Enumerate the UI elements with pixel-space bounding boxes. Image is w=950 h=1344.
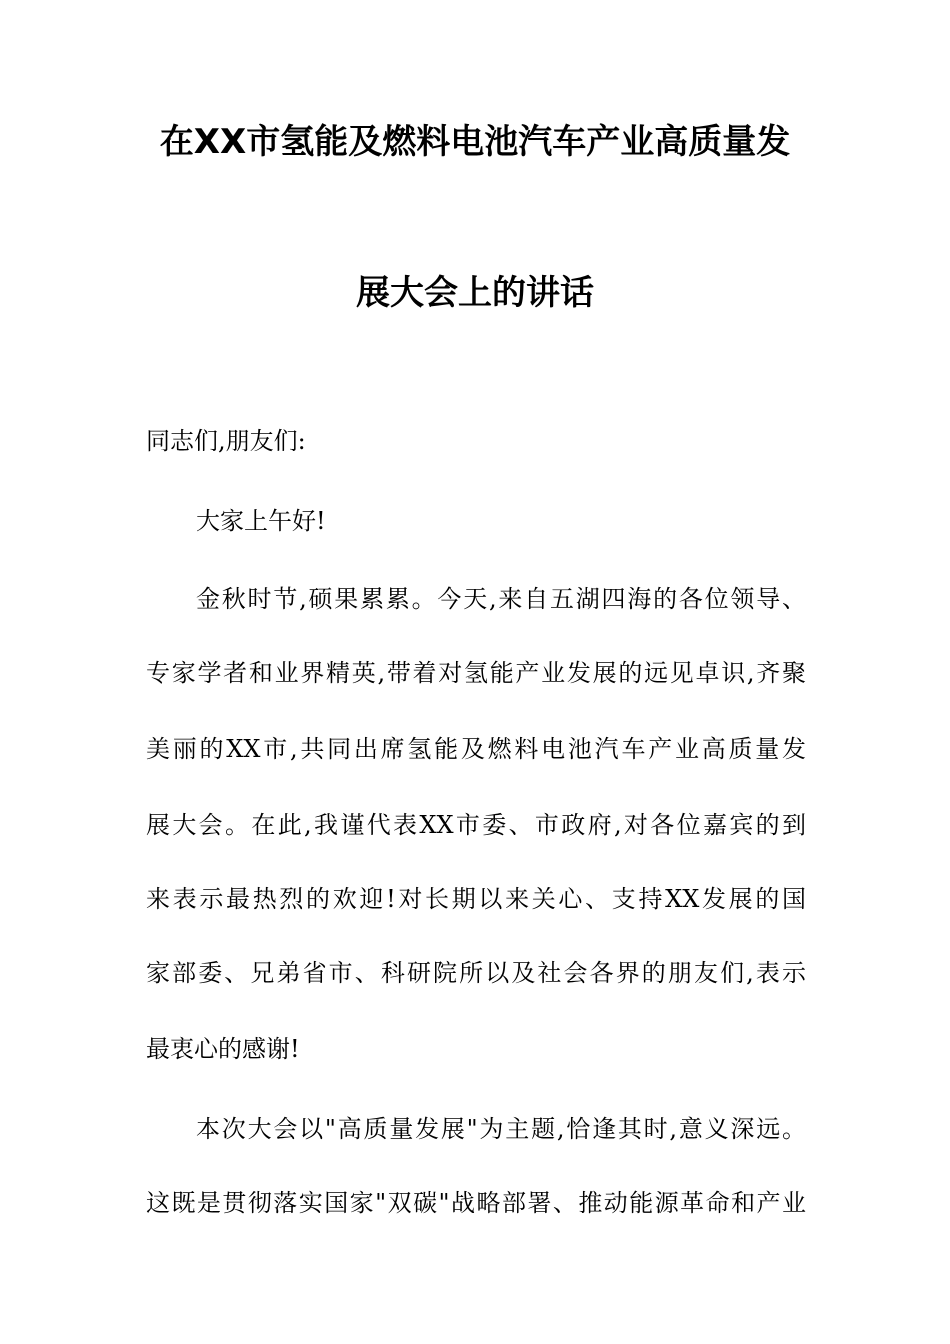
paragraph-3-line-2: 这既是贯彻落实国家"双碳"战略部署、推动能源革命和产业: [146, 1189, 806, 1217]
paragraph-2-line-1: 金秋时节,硕果累累。今天,来自五湖四海的各位领导、: [196, 585, 806, 613]
document-title-line-1: 在XX市氢能及燃料电池汽车产业高质量发: [159, 122, 791, 162]
document-title-line-2: 展大会上的讲话: [356, 273, 594, 313]
paragraph-2-line-5: 来表示最热烈的欢迎!对长期以来关心、支持XX发展的国: [146, 885, 806, 913]
paragraph-2-line-6: 家部委、兄弟省市、科研院所以及社会各界的朋友们,表示: [146, 959, 806, 987]
paragraph-2-line-7: 最衷心的感谢!: [146, 1035, 300, 1063]
paragraph-1-line-1: 大家上午好!: [196, 507, 326, 535]
paragraph-2-line-4: 展大会。在此,我谨代表XX市委、市政府,对各位嘉宾的到: [146, 811, 806, 839]
greeting: 同志们,朋友们:: [146, 427, 306, 455]
paragraph-3-line-1: 本次大会以"高质量发展"为主题,恰逢其时,意义深远。: [196, 1115, 806, 1143]
paragraph-2-line-2: 专家学者和业界精英,带着对氢能产业发展的远见卓识,齐聚: [146, 659, 806, 687]
paragraph-2-line-3: 美丽的XX市,共同出席氢能及燃料电池汽车产业高质量发: [146, 735, 806, 763]
